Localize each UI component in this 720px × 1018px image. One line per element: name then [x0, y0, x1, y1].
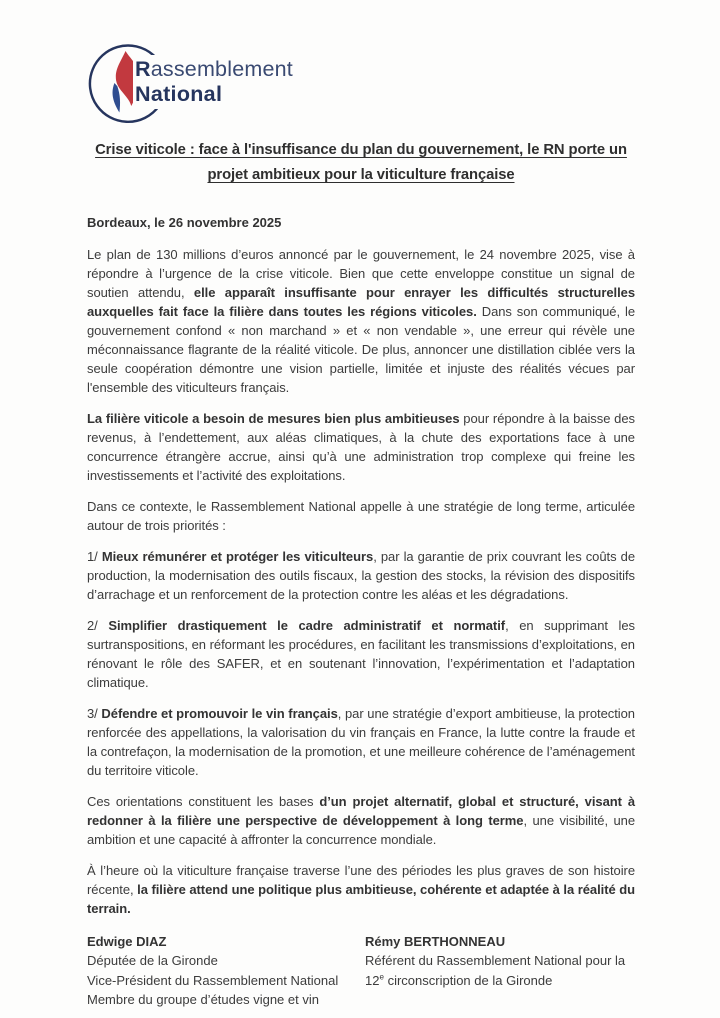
wordmark-line2: National	[135, 81, 223, 106]
press-body	[87, 245, 635, 918]
paragraph-context: Dans ce contexte, le Rassemblement National appelle à une stratégie de long terme, articulée autour de trois priorités :	[87, 498, 635, 533]
paragraph-intro: Le plan de 130 millions d’euros annoncé par le gouvernement, le 24 novembre 2025, vise à répondre à l’urgence de la crise viticole. Bien que cette enveloppe constitue un signal de soutien attendu, elle apparaît insuffisante pour enrayer les difficultés structurelles auxquelles fait face la filière dans toutes les régions viticoles. Dans son communiqué, le gouvernement confond « non marchand » et « non vendable », une erreur qui révèle une méconnaissance flagrante de la réalité viticole. De plus, annoncer une distillation ciblée vers la seule coopération démontre une vision partielle, limitée et injuste des réalités vécues par l'ensemble des viticulteurs français.	[87, 246, 635, 395]
wordmark-rest: assemblement	[150, 57, 293, 81]
paragraph-priority-1: 1/ Mieux rémunérer et protéger les viticulteurs, par la garantie de prix couvrant les coûts de production, la modernisation des outils fiscaux, la gestion des stocks, la révision des dispositifs d’arrachage et un renforcement de la protection contre les aléas et les dégradations.	[87, 548, 636, 602]
paragraph-priority-2: 2/ Simplifier drastiquement le cadre administratif et normatif, en supprimant les surtranspositions, en réformant les procédures, en facilitant les transmissions d’exploitations, en rénovant le rôle des SAFER, et en soutenant l’innovation, l’expérimentation et l’adaptation climatique.	[87, 617, 635, 690]
page-title: Crise viticole : face à l'insuffisance du plan du gouvernement, le RN porte un projet ambitieux pour la viticulture française	[95, 142, 627, 184]
signatory-name: Rémy BERTHONNEAU	[365, 933, 506, 949]
signatory-right	[365, 932, 645, 1010]
wordmark-line1	[135, 57, 293, 82]
rn-logo	[87, 42, 447, 124]
paragraph-priority-3: 3/ Défendre et promouvoir le vin français, par une stratégie d’export ambitieuse, la protection renforcée des appellations, la valorisation du vin français en France, la lutte contre la fraude et la contrefaçon, la modernisation de la promotion, et une meilleure cohérence de l’aménagement du territoire viticole.	[87, 705, 635, 778]
paragraph-needs: La filière viticole a besoin de mesures bien plus ambitieuses pour répondre à la baisse des revenus, à l’endettement, aux aléas climatiques, à la chute des exportations face à une concurrence étrangère accrue, ainsi qu’à une administration trop complexe qui freine les investissements et l’activité des exploitations.	[87, 410, 635, 483]
signatory-role: Vice-Président du Rassemblement National	[87, 972, 339, 988]
signatory-role: Référent du Rassemblement National pour la 12e circonscription de la Gironde	[365, 953, 626, 988]
dateline: Bordeaux, le 26 novembre 2025	[87, 214, 282, 230]
rn-wordmark	[133, 55, 297, 109]
signatory-role: Membre du groupe d’études vigne et vin	[87, 992, 319, 1008]
wordmark-initial: R	[135, 57, 151, 81]
signatory-name: Edwige DIAZ	[87, 933, 167, 949]
signatory-left	[87, 932, 365, 1010]
signature-block	[87, 932, 635, 1010]
paragraph-conclusion: À l’heure où la viticulture française traverse l’une des périodes les plus graves de son histoire récente, la filière attend une politique plus ambitieuse, cohérente et adaptée à la réalité du terrain.	[87, 862, 635, 916]
paragraph-project: Ces orientations constituent les bases d’un projet alternatif, global et structuré, visant à redonner à la filière une perspective de développement à long terme, une visibilité, une ambition et une capacité à affronter la concurrence mondiale.	[87, 793, 635, 847]
signatory-role: Députée de la Gironde	[87, 953, 218, 969]
